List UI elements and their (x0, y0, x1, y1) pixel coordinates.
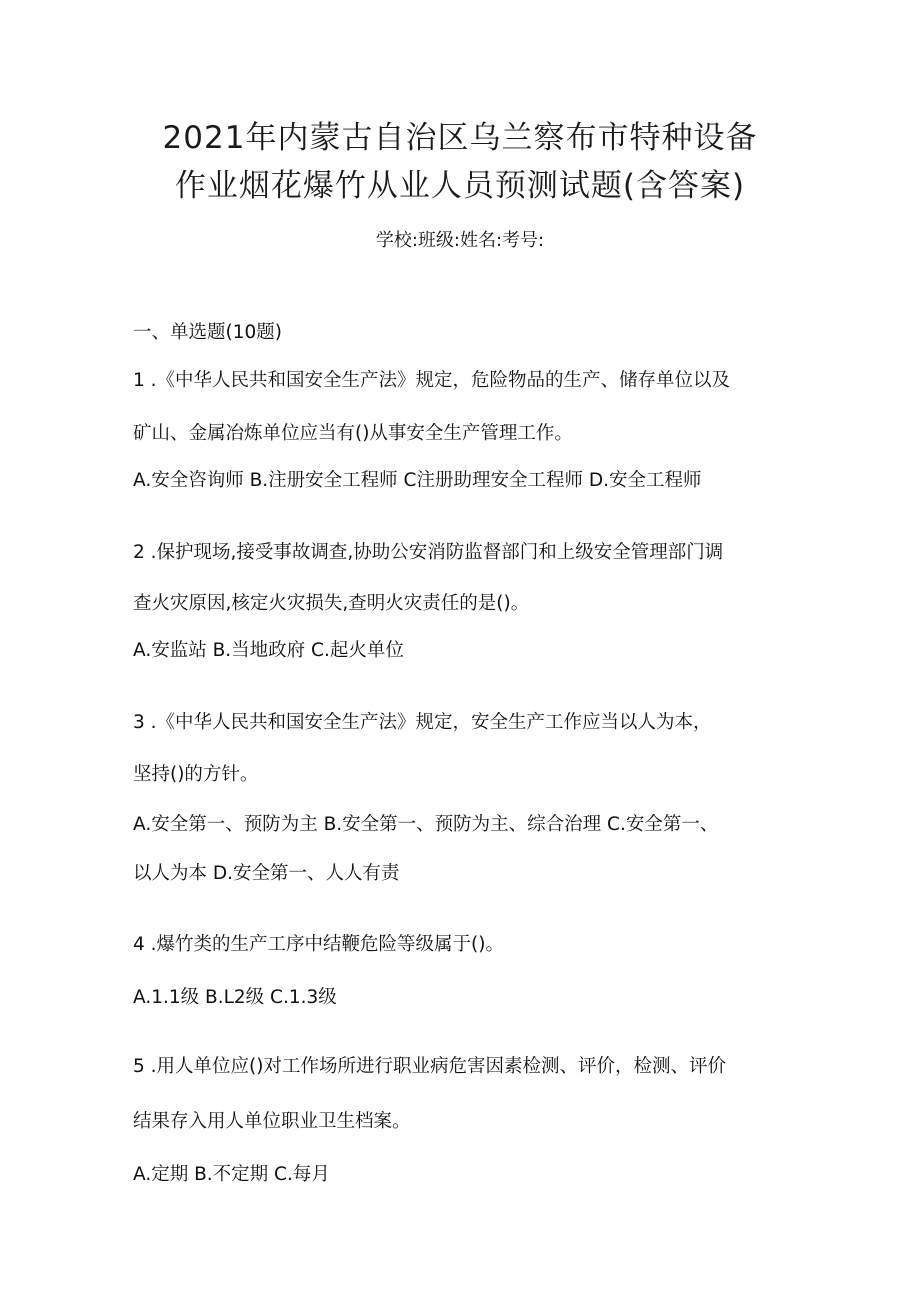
question-4-options: A.1.1级 B.L2级 C.1.3级 (133, 987, 337, 1008)
question-5-options: A.定期 B.不定期 C.每月 (133, 1164, 330, 1185)
question-3-line-1: 3 .《中华人民共和国安全生产法》规定，安全生产工作应当以人为本， (133, 712, 712, 733)
question-4-line-1: 4 .爆竹类的生产工序中结鞭危险等级属于()。 (133, 934, 504, 955)
document-title-line-1: 2021年内蒙古自治区乌兰察布市特种设备 (162, 120, 758, 156)
question-3-options-line-2: 以人为本 D.安全第一、人人有责 (133, 863, 400, 884)
document-title-line-2: 作业烟花爆竹从业人员预测试题(含答案) (174, 168, 746, 204)
student-info-line: 学校:班级:姓名:考号: (375, 230, 545, 251)
question-1-options: A.安全咨询师 B.注册安全工程师 C注册助理安全工程师 D.安全工程师 (133, 470, 702, 491)
question-1-line-2: 矿山、金属冶炼单位应当有()从事安全生产管理工作。 (133, 423, 573, 444)
question-2-options: A.安监站 B.当地政府 C.起火单位 (133, 640, 404, 661)
section-heading: 一、单选题(10题) (133, 322, 282, 343)
question-3-line-2: 坚持()的方针。 (133, 764, 259, 785)
question-5-line-2: 结果存入用人单位职业卫生档案。 (133, 1111, 411, 1132)
question-2-line-2: 查火灾原因,核定火灾损失,查明火灾责任的是()。 (133, 593, 530, 614)
question-2-line-1: 2 .保护现场,接受事故调查,协助公安消防监督部门和上级安全管理部门调 (133, 542, 724, 563)
question-3-options-line-1: A.安全第一、预防为主 B.安全第一、预防为主、综合治理 C.安全第一、 (133, 814, 719, 835)
question-5-line-1: 5 .用人单位应()对工作场所进行职业病危害因素检测、评价，检测、评价 (133, 1056, 726, 1077)
question-1-line-1: 1 .《中华人民共和国安全生产法》规定，危险物品的生产、储存单位以及 (133, 370, 731, 391)
